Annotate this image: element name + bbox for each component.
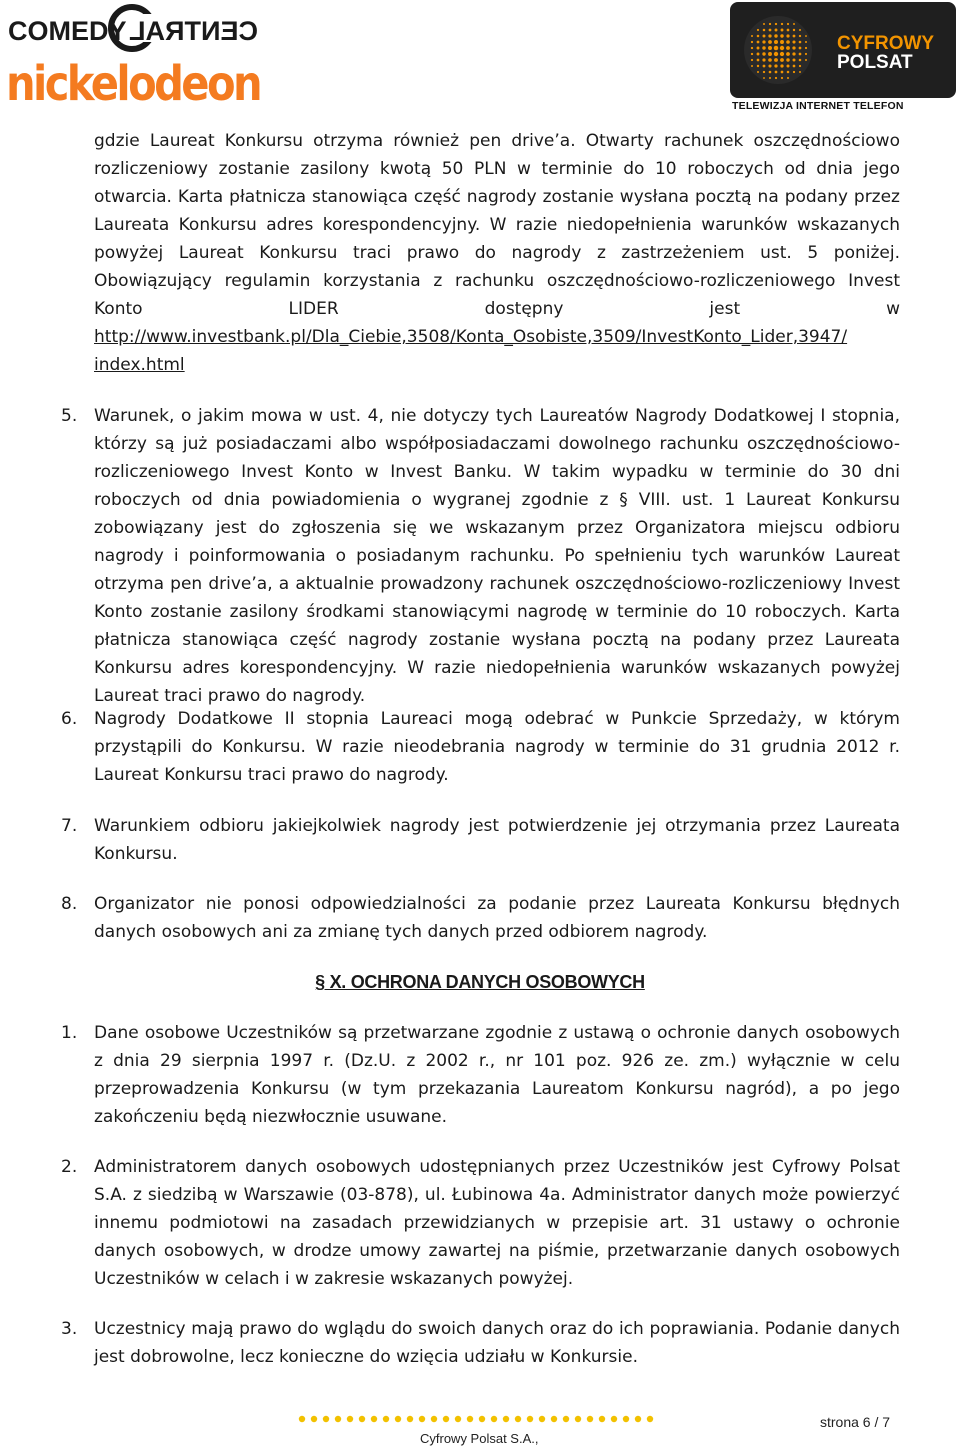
nickelodeon-logo: [4, 56, 264, 112]
logo-globe-dot: [799, 59, 802, 62]
logo-globe-dot: [763, 29, 766, 32]
logo-globe-dot: [786, 64, 789, 67]
footer-dot: [323, 1416, 329, 1422]
logo-globe-dot: [780, 40, 784, 44]
footer-dot: [455, 1416, 461, 1422]
logo-globe-dot: [763, 65, 766, 68]
logo-globe-dot: [751, 53, 753, 55]
item-number: 6.: [61, 709, 78, 729]
logo-globe-dot: [792, 58, 795, 61]
list-item: Uczestnicy mają prawo do wglądu do swoich danych oraz do ich poprawiania. Podanie danych jest dobrowolne, lecz konieczne do wzięcia udziału w Konkursie.: [94, 1319, 900, 1367]
logo-comedy-text: COMEDY: [8, 16, 127, 46]
logo-globe-dot: [799, 65, 801, 67]
cyfrowy-polsat-logo: [730, 2, 956, 98]
section-heading: [0, 968, 960, 996]
footer-company: Cyfrowy Polsat S.A.,: [420, 1431, 539, 1446]
logo-globe-dot: [768, 46, 772, 50]
list-item: Warunek, o jakim mowa w ust. 4, nie dotyczy tych Laureatów Nagrody Dodatkowej I stopnia, którzy są już posiadaczami albo współposiadaczami dowolnego rachunku oszczędnościowo-rozliczeniowego Invest Konto w Invest Banku. W takim wypadku w terminie do 30 dni roboczych od dnia powiadomienia o wygranej zgodnie z § VIII. ust. 1 Laureat Konkursu zobowiązany jest do zgłoszenia się we wskazanym przez Organizatora miejscu odbioru nagrody i poinformowania o posiadanym rachunku. Po spełnieniu tych warunków Laureat otrzyma pen drive’a, a aktualnie prowadzony rachunek oszczędnościowo-rozliczeniowy Invest Konto zostanie zasilony środkami stanowiącymi nagrodę w terminie do 10 roboczych. Karta płatnicza stanowiąca część nagrody zostanie wysłana pocztą na podany przez Laureata Konkursu adres korespondencyjny. W razie niedopełnienia warunków wskazanych powyżej Laureat traci prawo do nagrody.: [94, 406, 900, 706]
logo-globe-dot: [757, 29, 759, 31]
logo-globe-dot: [768, 52, 772, 56]
logo-globe-dot: [757, 47, 760, 50]
footer-dot: [551, 1416, 557, 1422]
logo-globe-dot: [786, 46, 790, 50]
logo-globe-dot: [768, 34, 771, 37]
logo-globe-dot: [799, 29, 801, 31]
footer-dot: [395, 1416, 401, 1422]
logo-globe-dot: [774, 64, 777, 67]
footer-dot: [623, 1416, 629, 1422]
logo-globe-dot: [799, 41, 802, 44]
logo-globe-dot: [792, 52, 795, 55]
logo-globe-dot: [793, 29, 795, 31]
logo-globe-dot: [787, 29, 790, 32]
logo-central-text: CENTRAL: [129, 16, 258, 46]
logo-globe-dot: [799, 53, 802, 56]
footer-dot: [359, 1416, 365, 1422]
footer-dot: [431, 1416, 437, 1422]
logo-globe-dot: [799, 35, 801, 37]
logo-globe-dot: [787, 77, 789, 79]
logo-globe-dot: [781, 23, 783, 25]
logo-globe-dot: [775, 77, 777, 79]
section-heading-text: § X. OCHRONA DANYCH OSOBOWYCH: [315, 972, 645, 992]
footer-dot: [419, 1416, 425, 1422]
logo-globe-dot: [780, 34, 783, 37]
logo-globe-dot: [805, 47, 807, 49]
logo-globe-dot: [781, 29, 784, 32]
logo-globe-dot: [799, 71, 801, 73]
logo-globe-dot: [787, 23, 789, 25]
list-item: Warunkiem odbioru jakiejkolwiek nagrody jest potwierdzenie jej otrzymania przez Laureata Konkursu.: [94, 816, 900, 864]
footer-dot: [407, 1416, 413, 1422]
logo-globe-dot: [757, 71, 759, 73]
logo-globe-dot: [786, 52, 790, 56]
intro-paragraph: [94, 127, 900, 379]
footer-dot: [299, 1416, 305, 1422]
logo-globe-dot: [751, 35, 753, 37]
logo-globe-dot: [780, 64, 783, 67]
logo-globe-dot: [757, 59, 760, 62]
logo-globe-dot: [757, 41, 760, 44]
intro-text: gdzie Laureat Konkursu otrzyma również pen drive’a. Otwarty rachunek oszczędnościowo rozliczeniowy zostanie zasilony kwotą 50 PLN w terminie do 10 roboczych od dnia jego otwarcia. Karta płatnicza stanowiąca część nagrody zostanie wysłana pocztą na podany przez Laureata Konkursu adres korespondencyjny. W razie niedopełnienia warunków wskazanych powyżej Laureat Konkursu traci prawo do nagrody z zastrzeżeniem ust. 5 poniżej. Obowiązujący regulamin korzystania z rachunku oszczędnościowo-rozliczeniowego Invest Konto LIDER dostępny jest w: [94, 131, 900, 319]
footer-dot: [539, 1416, 545, 1422]
footer-dot: [635, 1416, 641, 1422]
logo-globe-dot: [774, 46, 779, 51]
footer-dot: [575, 1416, 581, 1422]
footer-dot: [467, 1416, 473, 1422]
logo-globe-dot: [763, 71, 765, 73]
footer-dot-divider: [297, 1414, 657, 1424]
logo-globe-dot: [786, 40, 790, 44]
logo-globe-dot: [769, 29, 772, 32]
logo-globe-dot: [751, 65, 753, 67]
logo-globe-dot: [768, 64, 771, 67]
logo-globe-dot: [763, 35, 766, 38]
logo-globe-dot: [762, 58, 765, 61]
list-item: Dane osobowe Uczestników są przetwarzane zgodnie z ustawą o ochronie danych osobowych z dnia 29 sierpnia 1997 r. (Dz.U. z 2002 r., nr 101 poz. 926 ze. zm.) wyłącznie w celu przeprowadzenia Konkursu (w tym przekazania Laureatom Konkursu nagród), a po jego zakończeniu będą niezwłocznie usuwane.: [94, 1023, 900, 1127]
footer-dot: [347, 1416, 353, 1422]
footer-dot: [311, 1416, 317, 1422]
regulations-link[interactable]: http://www.investbank.pl/Dla_Ciebie,3508/Konta_Osobiste,3509/InvestKonto_Lider,3947/ index.html: [94, 327, 848, 375]
logo-globe-dot: [774, 52, 778, 56]
logo-globe-dot: [780, 58, 784, 62]
item-number: 1.: [61, 1023, 78, 1043]
logo-globe-dot: [763, 23, 765, 25]
page-number: strona 6 / 7: [820, 1414, 891, 1430]
item-number: 2.: [61, 1157, 78, 1177]
logo-globe-dot: [786, 58, 789, 61]
logo-globe-dot: [768, 58, 772, 62]
logo-globe-dot: [762, 46, 765, 49]
footer-dot: [515, 1416, 521, 1422]
logo-globe-dot: [787, 71, 790, 74]
logo-globe-dot: [768, 40, 772, 44]
logo-globe-dot: [775, 29, 778, 32]
logo-globe-dot: [757, 53, 760, 56]
logo-globe-dot: [793, 35, 796, 38]
footer-dot: [599, 1416, 605, 1422]
list-item: Administratorem danych osobowych udostępnianych przez Uczestników jest Cyfrowy Polsat S.A. z siedzibą w Warszawie (03-878), ul. Łubinowa 4a. Administrator danych może powierzyć innemu podmiotowi na zasadach przewidzianych w przepisie art. 31 ustawy o ochronie danych osobowych, w drodze umowy zawartej na piśmie, przetwarzanie danych osobowych Uczestników w celach i w zakresie wskazanych powyżej.: [94, 1157, 900, 1289]
logo-globe-dot: [757, 65, 759, 67]
logo-globe-dot: [805, 41, 807, 43]
comedy-central-logo: [8, 4, 258, 52]
logo-nickelodeon-text: nickelodeon: [6, 56, 260, 112]
footer-dot: [335, 1416, 341, 1422]
logo-globe-dot: [805, 53, 807, 55]
logo-globe-dot: [799, 47, 802, 50]
logo-globe-dot: [769, 23, 771, 25]
footer-dot: [587, 1416, 593, 1422]
logo-polsat-text: POLSAT: [837, 52, 913, 73]
footer-dot: [443, 1416, 449, 1422]
logo-cyfrowy-text: CYFROWY: [837, 33, 935, 54]
logo-globe-dot: [793, 65, 796, 68]
footer-dot: [503, 1416, 509, 1422]
logo-globe-dot: [786, 34, 789, 37]
logo-globe-dot: [751, 47, 753, 49]
footer-dot: [563, 1416, 569, 1422]
logo-globe-dot: [774, 34, 777, 37]
logo-globe-dot: [775, 23, 777, 25]
logo-globe-dot: [751, 59, 753, 61]
logo-globe-dot: [774, 40, 778, 44]
footer-dot: [491, 1416, 497, 1422]
footer-dot: [479, 1416, 485, 1422]
logo-globe-dot: [780, 46, 784, 50]
list-item: Organizator nie ponosi odpowiedzialności za podanie przez Laureata Konkursu błędnych danych osobowych ani za zmianę tych danych przed odbiorem nagrody.: [94, 894, 900, 942]
logo-globe-dot: [793, 23, 795, 25]
logo-globe-dot: [762, 52, 765, 55]
logo-globe-dot: [775, 71, 778, 74]
footer-dot: [527, 1416, 533, 1422]
logo-globe-dot: [769, 71, 772, 74]
logo-globe-dot: [805, 35, 807, 37]
logo-globe-dot: [792, 46, 795, 49]
logo-globe-dot: [774, 58, 778, 62]
item-number: 3.: [61, 1319, 78, 1339]
logo-tagline: TELEWIZJA INTERNET TELEFON: [732, 100, 904, 112]
logo-globe-dot: [781, 77, 783, 79]
logo-globe-dot: [751, 41, 753, 43]
logo-globe-dot: [805, 59, 807, 61]
logo-globe-dot: [769, 77, 771, 79]
logo-globe-dot: [762, 40, 765, 43]
footer-dot: [371, 1416, 377, 1422]
logo-globe-dot: [763, 77, 765, 79]
logo-globe-dot: [780, 52, 784, 56]
list-item: Nagrody Dodatkowe II stopnia Laureaci mogą odebrać w Punkcie Sprzedaży, w którym przystąpili do Konkursu. W razie nieodebrania nagrody w terminie do 31 grudnia 2012 r. Laureat Konkursu traci prawo do nagrody.: [94, 709, 900, 785]
item-number: 8.: [61, 894, 78, 914]
logo-globe-dot: [793, 71, 795, 73]
footer-dot: [383, 1416, 389, 1422]
logo-globe-dot: [781, 71, 784, 74]
footer-dot: [647, 1416, 653, 1422]
footer-dot: [611, 1416, 617, 1422]
logo-globe-dot: [792, 40, 795, 43]
item-number: 7.: [61, 816, 78, 836]
logo-globe-dot: [757, 35, 760, 38]
item-number: 5.: [61, 406, 78, 426]
